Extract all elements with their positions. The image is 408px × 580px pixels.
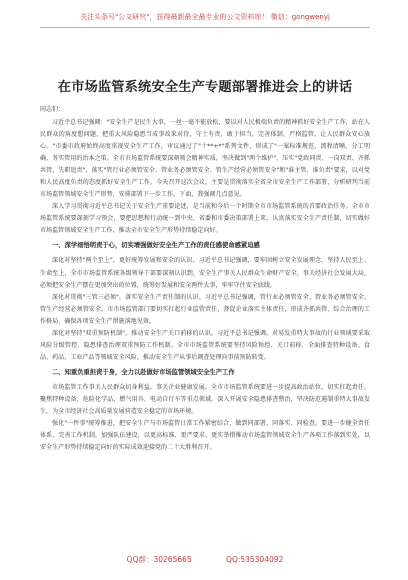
header-banner: 关注头条号"公文研究"，获得最新最全最专业的公文资料库！ 微信：gongwenyj xyxy=(40,9,370,28)
document-title: 在市场监管系统安全生产专题部署推进会上的讲话 xyxy=(57,80,353,95)
paragraph: 深化对坚持"两个至上"，更好统筹发展和安全的认识。习近平总书记强调，要牢固树立安全发展理念，坚持人民至上、生命至上，全市市场监管系统各级领导干部要深刻认识到，安全生产事关人民群众生命财产安全，事关经济社会发展大局，必须把安全生产摆在更加突出的位置，统筹好发展和安全两件大事，牢牢守住安全底线。 xyxy=(40,257,370,289)
paragraph: 习近平总书记强调："安全生产是民生大事，一丝一毫不能放松，要以对人民极端负责的精神抓好安全生产工作，站在人民群众的角度想问题，把重大风险隐患当成事故来对待，守土有责，敢于担当，完善体制，严格监管，让人民群众安心放心。"市委市政府始终高度重视安全生产工作，审议通过了"十**+*"系列文件，形成了"一案标准规范、流程清晰、分工明确、务实管用的治本之策。全市市场监管系统要深刻领会精神实质，坚决做到"两个维护"，压实"党政同责、一岗双责、齐抓共管、失职追责"，落实"管行业必须管安全、管业务必须管安全、管生产经营必须管安全"和"谁主管、谁负责"要求，以对党和人民高度负责的态度抓好安全生产工作。今天召开这次会议，主要是贯彻落实全省全市安全生产工作部署，分析研判当前市场监管领域安全生产形势，安排部署下一步工作。下面，我强调几点意见。 xyxy=(40,119,370,199)
section-heading: 二、知重负重担责于身，全力以赴做好市场监管领域安全生产工作 xyxy=(52,368,235,376)
paragraph: 深化对坚持"双重预防机制"，推动安全生产关口前移的认识。习近平总书记强调，对易发重特大事故的行业领域要采取风险分级管控、隐患排查治理双重预防工作机制。全市市场监管系统要坚持风险预控、关口前移，全面排查特种设备、食品、药品、工业产品等领域安全风险，推动安全生产从事后调查处理向事前预防转变。 xyxy=(40,329,370,361)
paragraph: 市场监管工作事关人民群众切身利益，事关企业健康发展。全市市场监管系统要进一步提高政治站位，切实扛起责任，聚焦特种设备、危险化学品、燃气用具、电动自行车等重点领域，深入开展安全隐患排查整治，坚决防范遏制重特大事故发生，为全市经济社会高质量发展营造安全稳定的市场环境。 xyxy=(40,383,370,415)
qq-text: QQ:535304092 xyxy=(226,555,284,564)
section-heading: 一、深学细悟明责于心，切实增强做好安全生产工作的责任感使命感紧迫感 xyxy=(52,242,260,250)
paragraph: 强化"一件事"统筹推进，把安全生产与市场监管日常工作紧密结合，做到同部署、同落实、同检查。要进一步健全责任体系，完善工作机制，加强队伍建设，以更高标准、更严要求、更实举措推动市场监管领域安全生产各项工作落到实处，以安全生产形势持续稳定向好的实际成效迎接党的二十大胜利召开。 xyxy=(40,420,370,452)
qq-group-text: QQ群：30265665 xyxy=(126,555,192,564)
greeting: 同志们： xyxy=(40,106,65,113)
footer-contact xyxy=(40,552,370,568)
document-body xyxy=(40,104,370,544)
paragraph: 深入学习贯彻习近平总书记关于安全生产重要论述，是当前和今后一个时期全市市场监管系统的首要政治任务。全市市场监管系统要深刻学习领会，要把思想和行动统一到中央、省委和市委决策部署上来，认真落实安全生产责任制，切实做好市场监管领域安全生产工作，推动全市安全生产形势持续稳定向好。 xyxy=(40,203,370,235)
paragraph: 深化对贯彻"三管三必须"，落实安全生产责任制的认识。习近平总书记强调，管行业必须管安全、管业务必须管安全、管生产经营必须管安全。市市场监管部门要切实扛起行业监管责任，督促企业落实主体责任，形成齐抓共管、综合治理的工作格局，确保各项安全生产措施落地见效。 xyxy=(40,293,370,325)
